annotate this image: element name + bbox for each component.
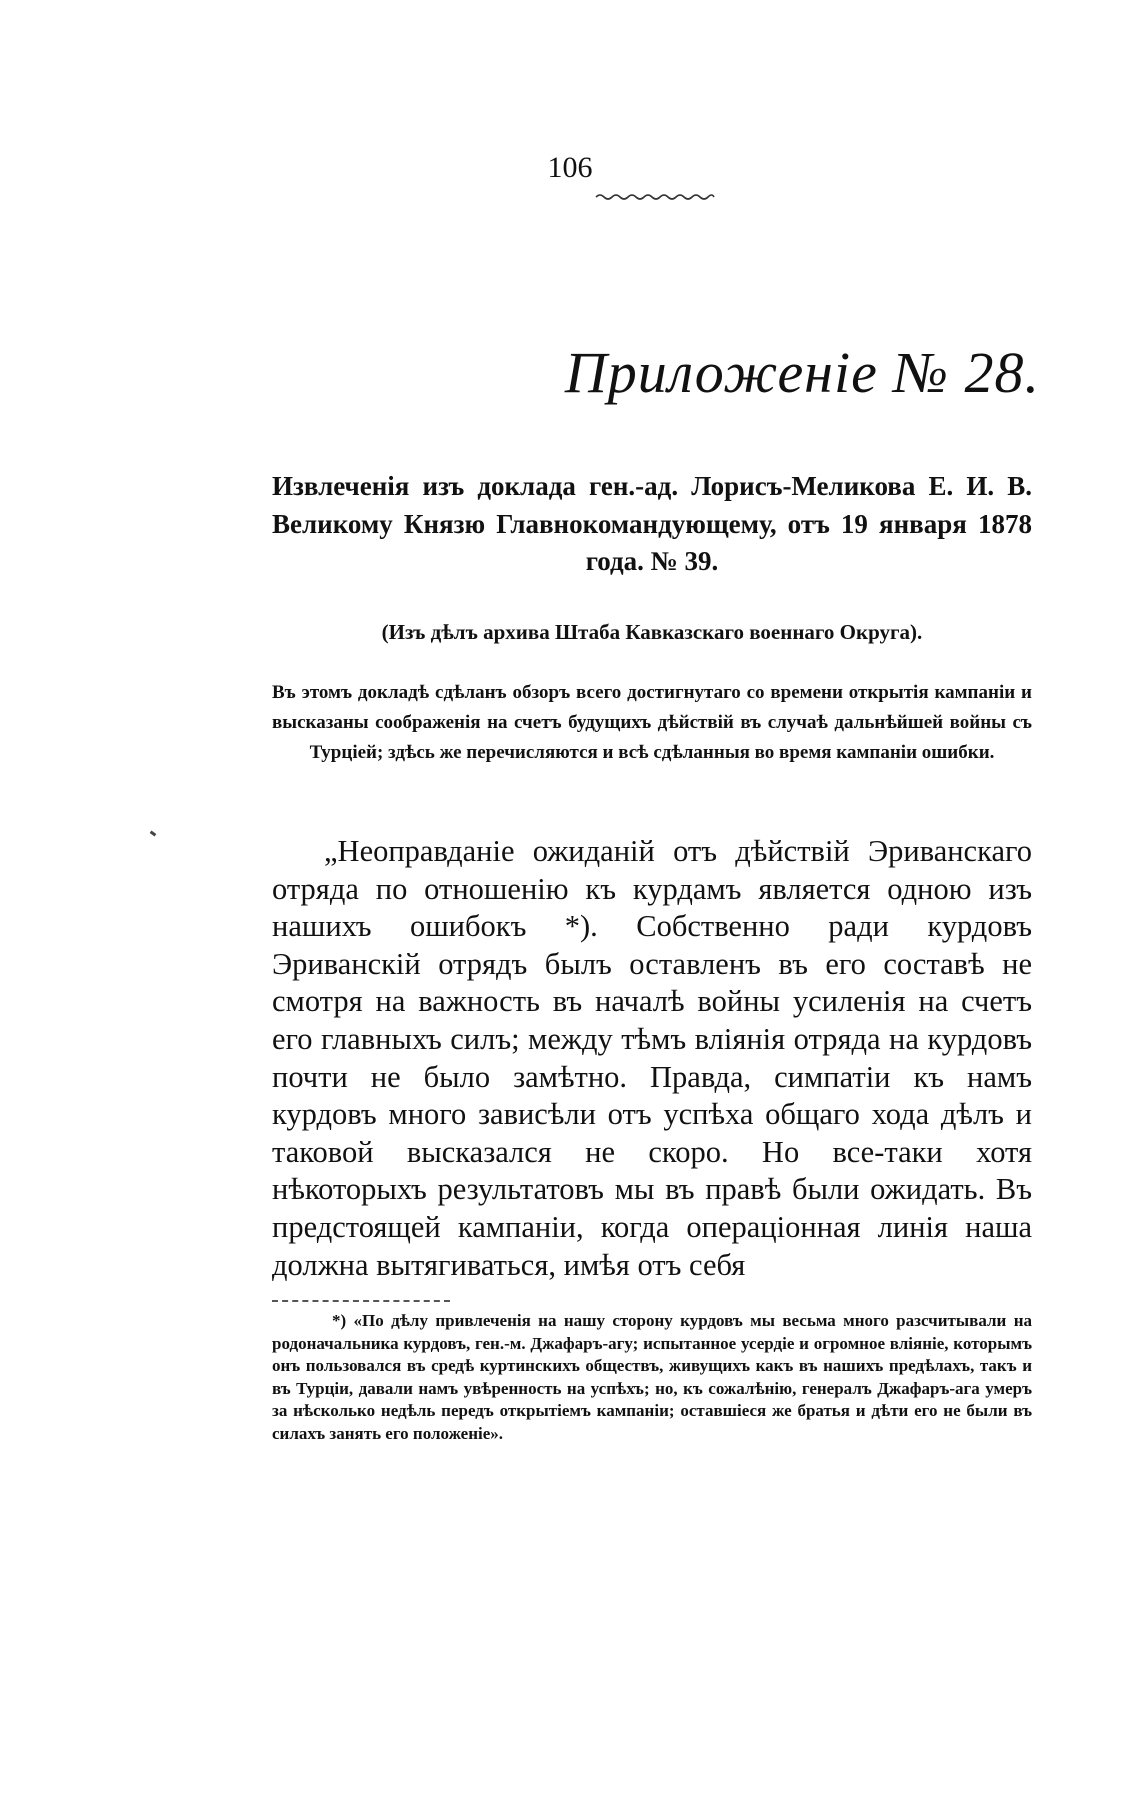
source-note: (Изъ дѣлъ архива Штаба Кавказскаго военнаго Округа). bbox=[381, 620, 923, 644]
summary-paragraph: Въ этомъ докладѣ сдѣланъ обзоръ всего достигнутаго со времени открытія кампаніи и высказаны соображенія на счетъ будущихъ дѣйствій въ случаѣ дальнѣйшей войны съ Турціей; здѣсь же перечисляются и всѣ сдѣланныя во время кампаніи ошибки. bbox=[272, 682, 1032, 763]
footnote: *) «По дѣлу привлеченія на нашу сторону курдовъ мы весьма много разсчитывали на родоначальника курдовъ, ген.-м. Джафаръ-агу; испытанное усердіе и огромное вліяніе, которымъ онъ пользовался въ средѣ куртинскихъ обществъ, живущихъ какъ въ нашихъ предѣлахъ, такъ и въ Турціи, давали намъ увѣренность на успѣхъ; но, къ сожалѣнію, генералъ Джафаръ-ага умеръ за нѣсколько недѣль передъ открытіемъ кампаніи; оставшіеся же братья и дѣти его не были въ силахъ занять его положеніе». bbox=[272, 1311, 1032, 1443]
footnote-divider bbox=[272, 1300, 450, 1302]
page-number: 106 bbox=[547, 151, 593, 184]
scan-artifact bbox=[150, 831, 157, 837]
appendix-title: Приложеніе № 28. bbox=[564, 340, 1040, 405]
body-paragraph: „Неоправданіе ожиданій отъ дѣйствій Эриванскаго отряда по отношенію къ курдамъ является одною изъ нашихъ ошибокъ *). Собственно ради курдовъ Эриванскій отрядъ былъ оставленъ въ его составѣ не смотря на важность въ началѣ войны усиленія на счетъ его главныхъ силъ; между тѣмъ вліянія отряда на курдовъ почти не было замѣтно. Правда, симпатіи къ намъ курдовъ много зависѣли отъ успѣха общаго хода дѣлъ и таковой высказался не скоро. Но все-таки хотя нѣкоторыхъ результатовъ мы въ правѣ были ожидать. Въ предстоящей кампаніи, когда операціонная линія наша должна вытягиваться, имѣя отъ себя bbox=[272, 834, 1032, 1282]
page-number-ornament bbox=[594, 192, 716, 202]
document-heading: Извлеченія изъ доклада ген.-ад. Лорисъ-Меликова Е. И. В. Великому Князю Главнокомандующему, отъ 19 января 1878 года. № 39. bbox=[272, 471, 1032, 576]
